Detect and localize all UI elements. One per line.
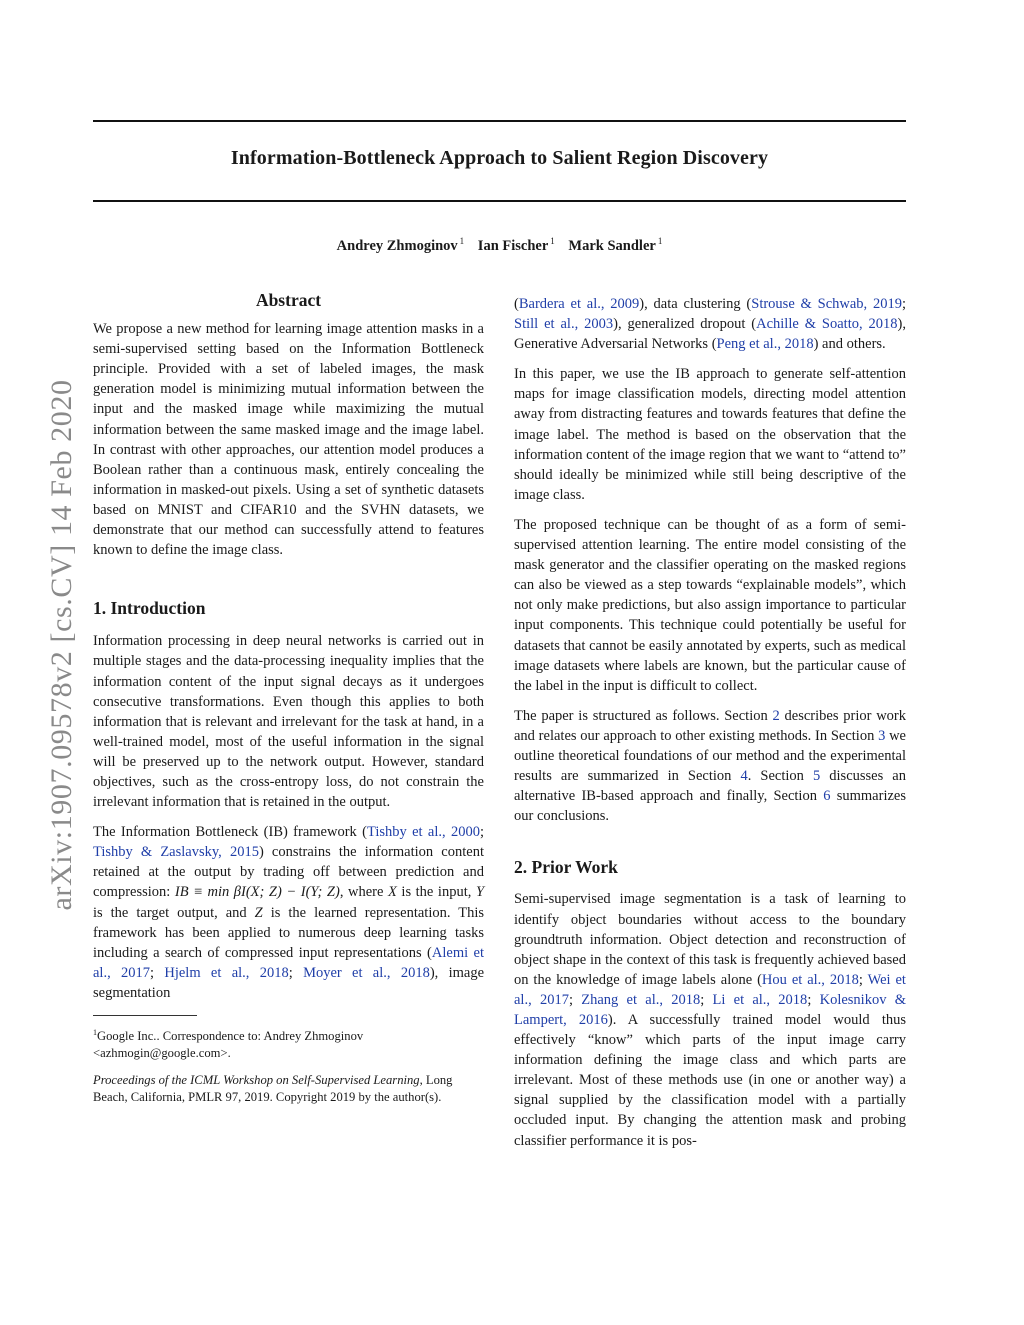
citation-link[interactable]: Kolesnikov & Lampert, 2016 bbox=[514, 991, 906, 1028]
affiliation-mark: 1 bbox=[459, 236, 465, 246]
prior-paragraph-1 bbox=[514, 889, 906, 1150]
math-symbol: X bbox=[388, 884, 397, 901]
text-run: we outline theoretical foundations of our method and the experimental results are summarized in Section bbox=[514, 727, 906, 785]
text-run: ; bbox=[288, 964, 304, 981]
affiliation-mark: 1 bbox=[550, 236, 555, 246]
intro-paragraph-2 bbox=[93, 822, 484, 1003]
citation-link[interactable]: Li et al., 2018 bbox=[712, 991, 808, 1008]
citation-link[interactable]: Peng et al., 2018 bbox=[716, 336, 814, 353]
text-run: ( bbox=[514, 296, 519, 312]
author bbox=[478, 238, 555, 254]
citation-link[interactable]: Strouse & Schwab, 2019 bbox=[751, 296, 902, 312]
right-paragraph-3: The proposed technique can be thought of as a form of semi-supervised attention learning. The entire model consisting of the mask generator and the classifier operating on the masked regions can also be viewed as a step towards “explainable models”, which not only make predictions, but also assign importance to particular input components. This technique could potentially be useful for datasets that cannot be easily annotated by experts, such as medical image datasets where labels are known, but the particular cause of the label in the input is difficult to collect. bbox=[514, 516, 906, 694]
intro-paragraph-1: Information processing in deep neural networks is carried out in multiple stages and the data-processing inequality implies that the information content of the input signal decays as it undergoes consecutive transformations. Even though this applies to both information that is relevant and irrelevant for the task at hand, in a well-trained model, most of the useful information in the signal will be preserved up to the network output. However, standard objectives, such as the cross-entropy loss, do not constrain the irrelevant information that is retained in the output. bbox=[93, 633, 484, 811]
section-ref-link[interactable]: 6 bbox=[823, 788, 831, 805]
section-heading-prior-work: 2. Prior Work bbox=[514, 857, 618, 878]
paper-title: Information-Bottleneck Approach to Salient Region Discovery bbox=[230, 147, 769, 169]
text-run: ). A successfully trained model would thus effectively “know” which parts of the input image carry information defining the image class and which parts are irrelevant. Most of these methods use (in one or another way) a signal supplied by the classification model with a partially occluded input. By changing the attention mask and probing classifier performance it is pos- bbox=[514, 1012, 906, 1149]
text-run: The Information Bottleneck (IB) framework ( bbox=[93, 824, 367, 841]
abstract-text: We propose a new method for learning image attention masks in a semi-supervised setting based on the Information Bottleneck principle. Provided with a set of labeled images, the mask generation model is minimizing mutual information between the input and the masked image while maximizing the mutual information between the same masked image and the image label. In contrast with other approaches, our attention model produces a Boolean rather than a continuous mask, entirely concealing the information in masked-out pixels. Using a set of synthetic datasets based on MNIST and CIFAR10 and the SVHN datasets, we demonstrate that our method can successfully attend to features known to define the image class. bbox=[93, 321, 484, 559]
text-run: ; bbox=[568, 991, 582, 1008]
text-run: . Section bbox=[747, 768, 813, 785]
footnote-text: Google Inc.. Correspondence to: Andrey Zhmoginov <azhmogin@google.com>. bbox=[93, 1029, 364, 1061]
text-run: discusses an alternative IB-based approach and finally, Section bbox=[514, 768, 906, 805]
math-symbol: Z bbox=[254, 904, 263, 921]
author bbox=[337, 238, 465, 254]
proceedings-note bbox=[93, 1072, 484, 1106]
venue-name: Proceedings of the ICML Workshop on Self-Supervised Learning bbox=[93, 1073, 420, 1088]
footnote-mark: 1 bbox=[93, 1028, 97, 1037]
author-list bbox=[93, 236, 906, 255]
citation-link[interactable]: Tishby & Zaslavsky, 2015 bbox=[93, 844, 259, 861]
left-column bbox=[93, 290, 484, 1116]
text-run: ; bbox=[700, 991, 713, 1008]
text-run: ; bbox=[479, 824, 484, 841]
title-rule-top bbox=[93, 120, 906, 122]
abstract-heading: Abstract bbox=[255, 290, 322, 310]
text-run: Semi-supervised image segmentation is a task of learning to identify object boundaries without access to the boundary groundtruth information. Object detection and reconstruction of object shape in the context of this task is frequently achieved based on the knowledge of image labels alone ( bbox=[514, 891, 906, 988]
text-run: ; bbox=[150, 964, 165, 981]
text-run: ; bbox=[901, 296, 906, 312]
citation-link[interactable]: Zhang et al., 2018 bbox=[581, 991, 701, 1008]
ib-equation: IB ≡ min βI(X; Z) − I(Y; Z) bbox=[174, 884, 340, 901]
citation-link[interactable]: Hou et al., 2018 bbox=[761, 971, 859, 988]
text-run: ), Generative Adversarial Networks ( bbox=[514, 316, 907, 353]
title-rule-bottom bbox=[93, 200, 906, 202]
author-name: Ian Fischer bbox=[477, 237, 549, 254]
section-ref-link[interactable]: 4 bbox=[740, 768, 748, 785]
math-symbol: Y bbox=[475, 884, 485, 901]
text-run: ), generalized dropout ( bbox=[613, 316, 757, 333]
section-ref-link[interactable]: 5 bbox=[812, 768, 821, 785]
text-run: , where bbox=[339, 884, 388, 901]
text-run: The paper is structured as follows. Section bbox=[514, 707, 773, 724]
citation-link[interactable]: Hjelm et al., 2018 bbox=[164, 964, 289, 981]
text-run: is the target output, and bbox=[93, 904, 255, 921]
citation-link[interactable]: Alemi et al., 2017 bbox=[93, 944, 484, 981]
footnote bbox=[93, 1024, 484, 1062]
text-run: ), data clustering ( bbox=[639, 296, 752, 312]
text-run: ) and others. bbox=[813, 336, 886, 353]
citation-link[interactable]: Moyer et al., 2018 bbox=[303, 964, 430, 981]
text-run: ) constrains the information content retained at the output by trading off between prediction and compression: bbox=[93, 844, 484, 901]
text-run: ; bbox=[858, 971, 868, 988]
text-run: summarizes our conclusions. bbox=[514, 788, 906, 825]
text-run: ; bbox=[807, 991, 820, 1008]
text-run: describes prior work and relates our approach to other existing methods. In Section bbox=[514, 707, 907, 744]
section-ref-link[interactable]: 2 bbox=[772, 707, 780, 724]
right-column bbox=[514, 294, 906, 1161]
affiliation-mark: 1 bbox=[657, 236, 663, 246]
arxiv-stamp: arXiv:1907.09578v2 [cs.CV] 14 Feb 2020 bbox=[45, 379, 78, 911]
proceedings-text: , Long Beach, California, PMLR 97, 2019. Copyright 2019 by the author(s). bbox=[93, 1073, 453, 1105]
text-run: ), image segmentation bbox=[93, 964, 485, 1001]
citation-link[interactable]: Bardera et al., 2009 bbox=[518, 296, 640, 312]
author-name: Mark Sandler bbox=[568, 237, 656, 254]
section-ref-link[interactable]: 3 bbox=[878, 727, 886, 744]
author-name: Andrey Zhmoginov bbox=[336, 237, 458, 254]
author bbox=[568, 238, 662, 254]
text-run: is the learned representation. This framework has been applied to numerous deep learning tasks including a search of compressed input representations ( bbox=[93, 904, 484, 961]
citation-link[interactable]: Achille & Soatto, 2018 bbox=[756, 316, 898, 333]
right-paragraph-1 bbox=[514, 294, 906, 354]
text-run: is the input, bbox=[396, 884, 476, 901]
right-paragraph-4 bbox=[514, 706, 906, 827]
citation-link[interactable]: Tishby et al., 2000 bbox=[366, 824, 480, 841]
right-paragraph-2: In this paper, we use the IB approach to generate self-attention maps for image classification models, directing model attention away from distracting features and towards features that define the image label. The method is based on the observation that the information content of the image region that we want to “attend to” should ideally be minimized while still being descriptive of the image class. bbox=[514, 366, 906, 503]
citation-link[interactable]: Wei et al., 2017 bbox=[514, 971, 906, 1008]
section-heading-introduction: 1. Introduction bbox=[93, 598, 206, 619]
citation-link[interactable]: Still et al., 2003 bbox=[514, 316, 614, 333]
footnote-divider bbox=[93, 1015, 197, 1016]
